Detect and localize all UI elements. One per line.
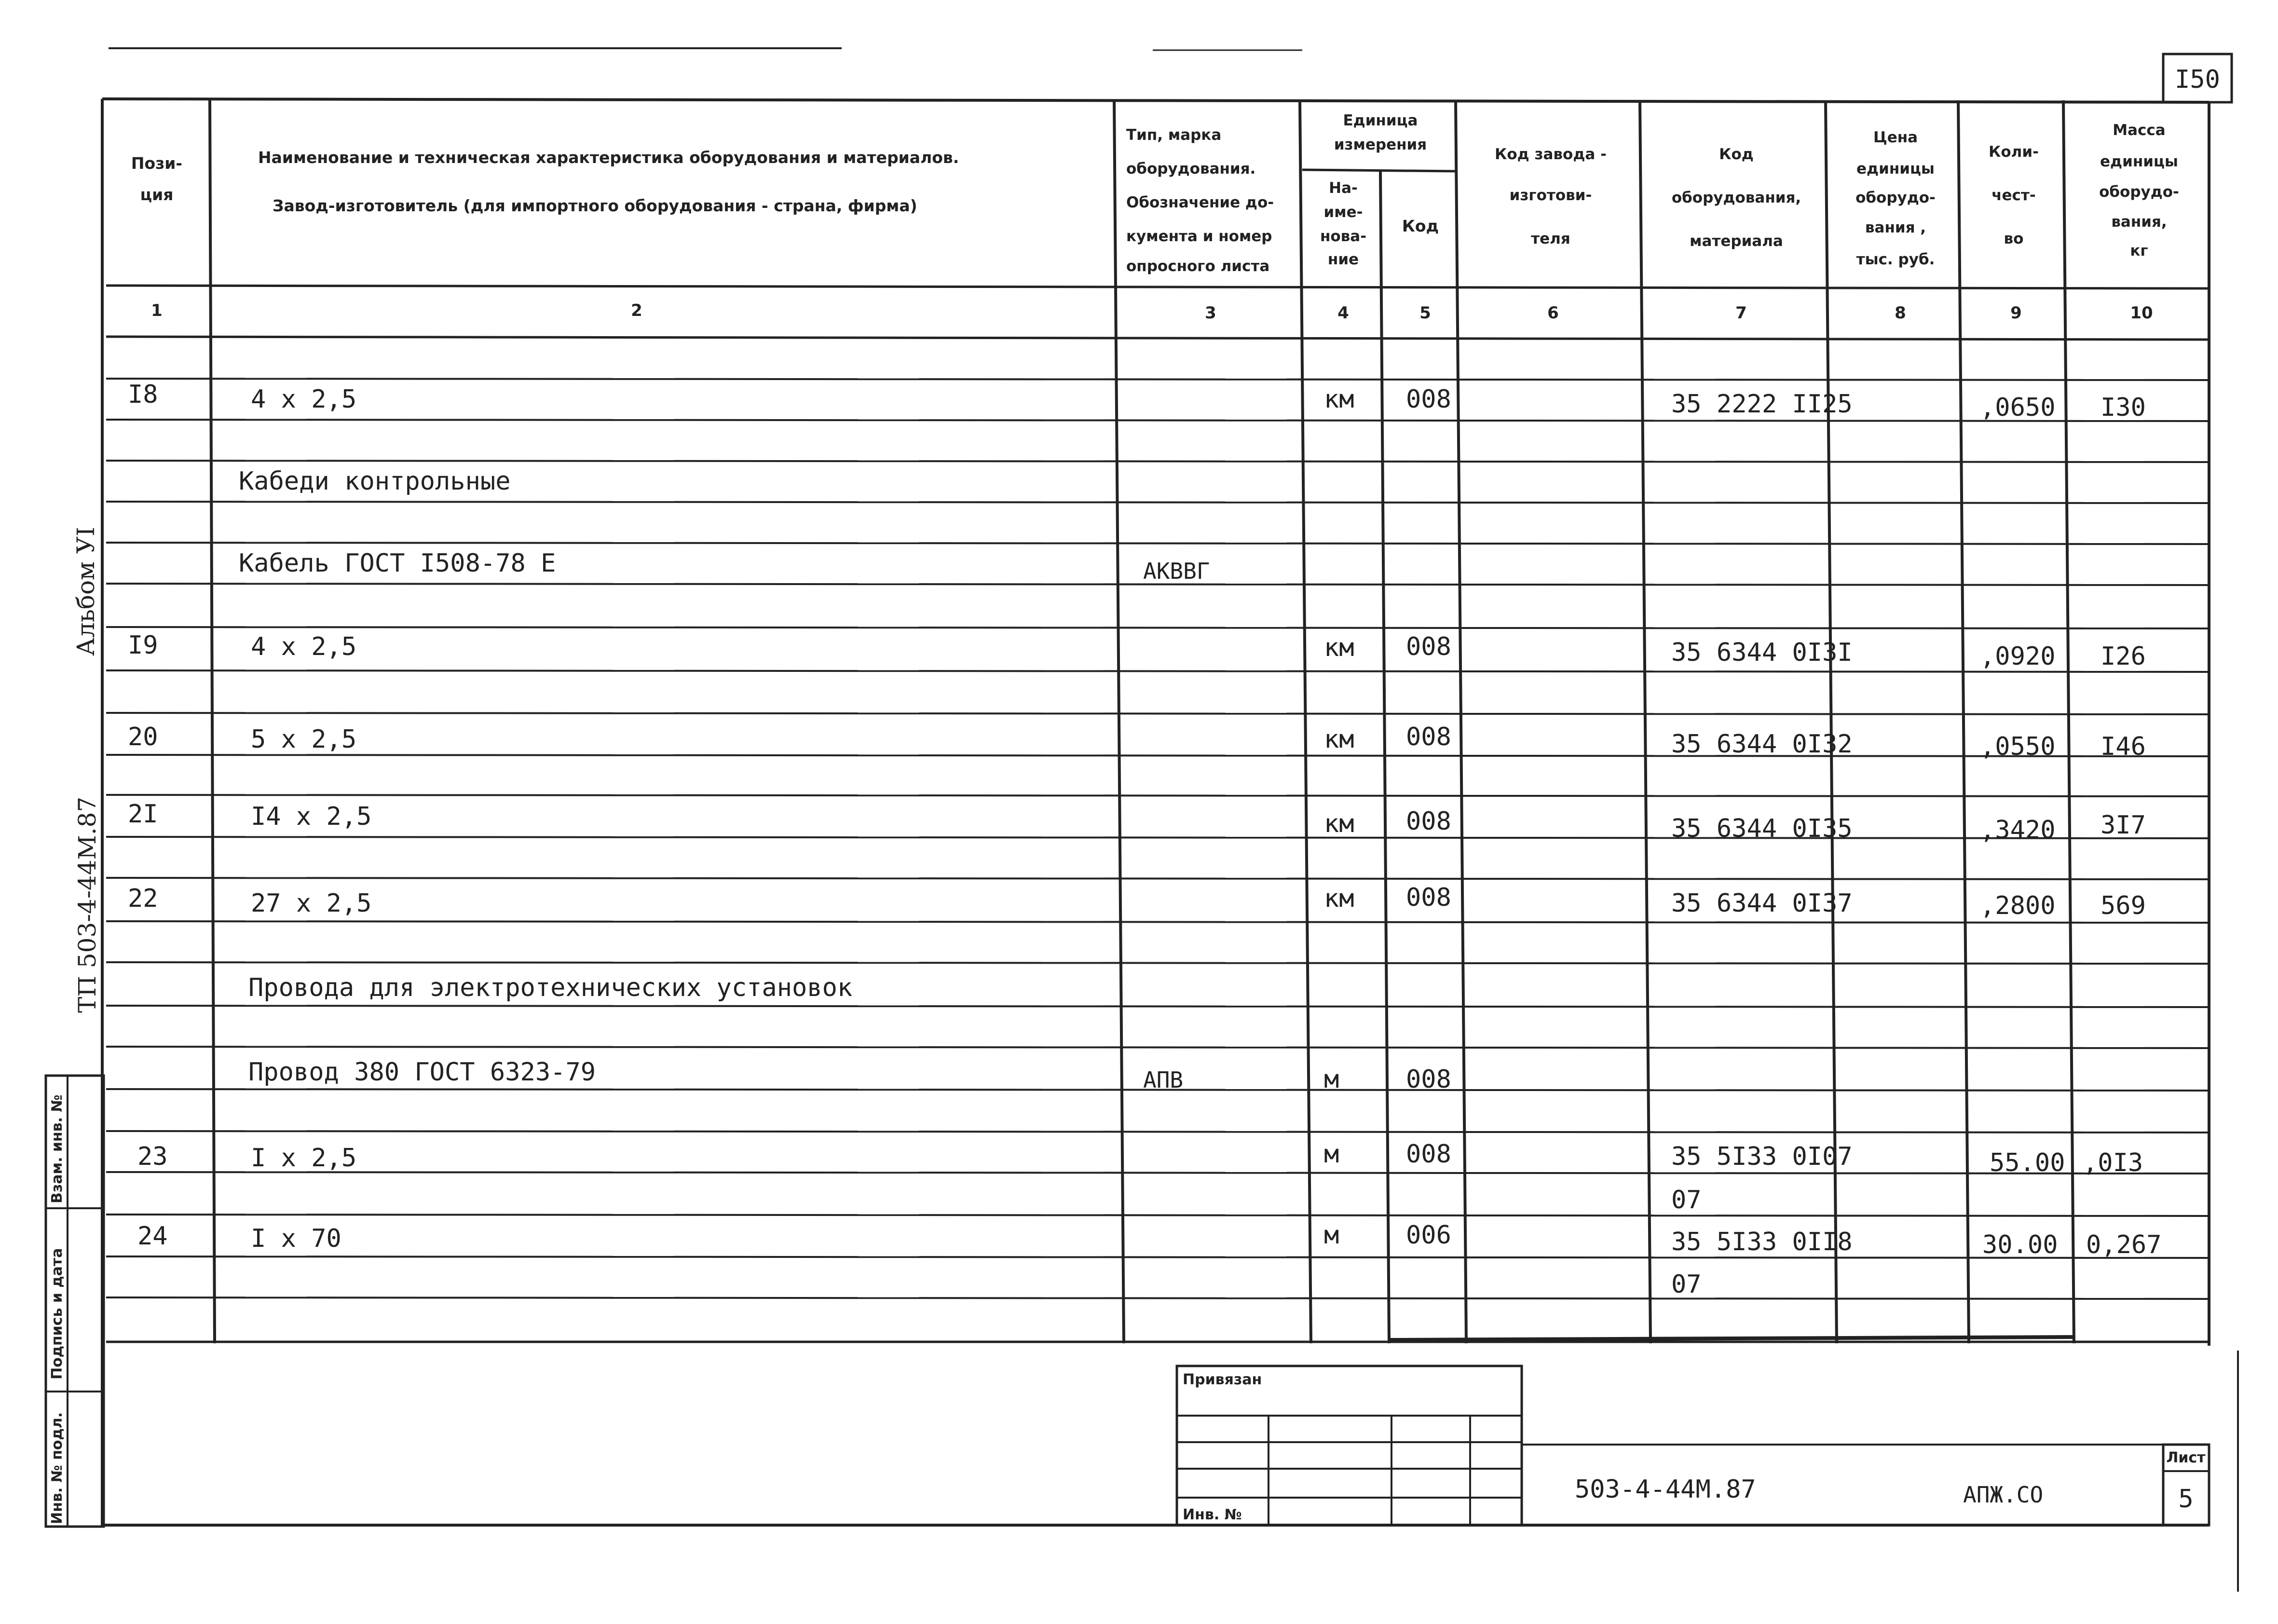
column-numbers-row xyxy=(151,301,2153,323)
cell-name: 4 x 2,5 xyxy=(251,385,357,414)
cell-unit: км xyxy=(1324,884,1354,913)
cell-material-code: 35 6344 0I35 xyxy=(1671,814,1853,843)
cell-material-code: 35 5I33 0II8 xyxy=(1671,1228,1853,1256)
inv-no-label: Инв. № xyxy=(1183,1506,1242,1523)
cell-unit-code: 008 xyxy=(1406,385,1451,414)
col6-header: Код завода -изготови-теля xyxy=(1495,146,1607,247)
cell-unit: м xyxy=(1324,1140,1339,1169)
col10-header: Масса единицы оборудо-вания, кг xyxy=(2099,122,2179,259)
cell-name: 27 x 2,5 xyxy=(251,889,372,918)
cell-unit-code: 008 xyxy=(1406,1140,1451,1169)
table-row xyxy=(248,973,852,1002)
colnum-9: 9 xyxy=(2010,303,2022,323)
stamp-signature-date: Подпись и дата xyxy=(49,1248,66,1379)
document-code: 503-4-44М.87 xyxy=(1575,1475,1756,1504)
cell-position: 22 xyxy=(128,884,158,913)
cell-quantity: 30.00 xyxy=(1982,1230,2058,1259)
cell-name: Провода для электротехнических установок xyxy=(248,973,853,1002)
cell-type: АКВВГ xyxy=(1143,558,1210,584)
table-row xyxy=(239,549,1210,584)
cell-name: 5 x 2,5 xyxy=(251,725,357,754)
cell-position: 2I xyxy=(128,800,158,829)
colnum-8: 8 xyxy=(1895,303,1906,323)
col4-header: На-име-нова-ние xyxy=(1320,179,1367,268)
colnum-6: 6 xyxy=(1547,303,1559,323)
cell-position: I8 xyxy=(128,380,158,409)
table-row xyxy=(128,883,2146,920)
cell-unit-code: 008 xyxy=(1406,807,1451,836)
title-block xyxy=(1177,1366,2209,1525)
cell-material-code: 35 6344 0I3I xyxy=(1671,638,1853,667)
table-row xyxy=(137,1221,2162,1299)
colnum-4: 4 xyxy=(1337,303,1349,323)
cell-unit-code: 008 xyxy=(1406,883,1451,912)
cell-unit: м xyxy=(1324,1221,1339,1250)
col2-header-line2: Завод-изготовитель (для импортного оборудования - страна, фирма) xyxy=(273,196,917,215)
sheet-number: 5 xyxy=(2178,1485,2194,1514)
cell-name: I x 70 xyxy=(251,1224,341,1253)
cell-mass: 0,267 xyxy=(2086,1230,2162,1259)
cell-mass: 3I7 xyxy=(2101,811,2146,840)
table-body xyxy=(128,380,2162,1299)
cell-unit: км xyxy=(1324,725,1354,754)
cell-material-code: 35 2222 II25 xyxy=(1671,390,1853,419)
linked-label: Привязан xyxy=(1183,1371,1262,1388)
colnum-2: 2 xyxy=(631,301,642,320)
cell-unit: км xyxy=(1324,809,1354,838)
col1-header: Пози-ция xyxy=(131,154,183,204)
cell-unit: м xyxy=(1324,1065,1339,1094)
stamp-replaced-inv: Взам. инв. № xyxy=(49,1094,66,1203)
cell-unit-code: 008 xyxy=(1406,632,1451,661)
album-label: Альбом УI xyxy=(72,527,100,656)
cell-name: 4 x 2,5 xyxy=(251,632,357,661)
cell-unit: км xyxy=(1324,385,1354,414)
colnum-5: 5 xyxy=(1419,303,1431,323)
sheet-label: Лист xyxy=(2166,1449,2206,1466)
cell-name: Кабеди контрольные xyxy=(239,467,511,496)
colnum-3: 3 xyxy=(1205,303,1216,323)
col3-header: Тип, марка оборудования. Обозначение до- кумента и номер опросного листа xyxy=(1126,126,1274,275)
cell-position: 20 xyxy=(128,723,158,751)
cell-mass: I26 xyxy=(2101,642,2146,671)
table-row xyxy=(137,1140,2143,1215)
cell-quantity: ,0920 xyxy=(1980,642,2056,671)
spec-table xyxy=(102,99,2209,1527)
cell-unit-code: 006 xyxy=(1406,1221,1451,1250)
cell-mass: I30 xyxy=(2101,393,2146,422)
cell-material-code: 35 5I33 0I07 xyxy=(1671,1142,1853,1171)
cell-position: I9 xyxy=(128,631,158,660)
cell-mass: 569 xyxy=(2101,891,2146,920)
cell-name: I4 x 2,5 xyxy=(251,802,372,831)
project-label: ТП 503-4-44М.87 xyxy=(73,796,101,1013)
cell-quantity: ,3420 xyxy=(1980,816,2056,845)
document-mark: АПЖ.СО xyxy=(1963,1482,2044,1508)
table-row xyxy=(128,380,2146,422)
cell-unit-code: 008 xyxy=(1406,723,1451,751)
col2-header-line1: Наименование и техническая характеристика оборудования и материалов. xyxy=(258,148,959,167)
cell-type: АПВ xyxy=(1143,1067,1184,1093)
cell-mass: ,0I3 xyxy=(2083,1148,2143,1177)
stamp-original-inv: Инв. № подл. xyxy=(49,1412,66,1524)
cell-quantity: ,0550 xyxy=(1980,732,2056,761)
table-header xyxy=(131,112,2179,275)
colnum-10: 10 xyxy=(2130,303,2153,323)
cell-mass: I46 xyxy=(2101,732,2146,761)
top-sheet-number: I50 xyxy=(2175,65,2220,94)
cell-name: Провод 380 ГОСТ 6323-79 xyxy=(248,1058,596,1087)
cell-quantity: ,2800 xyxy=(1980,891,2056,920)
cell-unit: км xyxy=(1324,633,1354,662)
cell-name: I x 2,5 xyxy=(251,1144,357,1173)
colnum-7: 7 xyxy=(1735,303,1747,323)
cell-position: 23 xyxy=(137,1142,168,1171)
cell-material-code: 35 6344 0I37 xyxy=(1671,889,1853,918)
left-stamp-column xyxy=(46,1076,104,1527)
col7-header: Код оборудования, материала xyxy=(1671,146,1801,250)
cell-unit-code: 008 xyxy=(1406,1065,1451,1094)
col5-header: Код xyxy=(1402,217,1439,235)
table-row xyxy=(239,467,511,496)
cell-material-code: 35 6344 0I32 xyxy=(1671,730,1853,759)
unit-group-header: Единица измерения xyxy=(1334,112,1427,153)
col9-header: Коли-чест-во xyxy=(1989,143,2039,247)
table-row xyxy=(128,631,2146,671)
cell-position: 24 xyxy=(137,1222,168,1251)
cell-quantity: 55.00 xyxy=(1990,1148,2065,1177)
cell-name: Кабель ГОСТ I508-78 Е xyxy=(239,549,556,578)
cell-material-code-cont: 07 xyxy=(1671,1270,1702,1299)
side-labels xyxy=(72,527,101,1013)
colnum-1: 1 xyxy=(151,301,163,320)
top-sheet-number-box xyxy=(2163,54,2232,102)
cell-material-code-cont: 07 xyxy=(1671,1186,1702,1215)
col8-header: Цена единицы оборудо-вания , тыс. руб. xyxy=(1855,129,1936,268)
cell-quantity: ,0650 xyxy=(1980,393,2056,422)
